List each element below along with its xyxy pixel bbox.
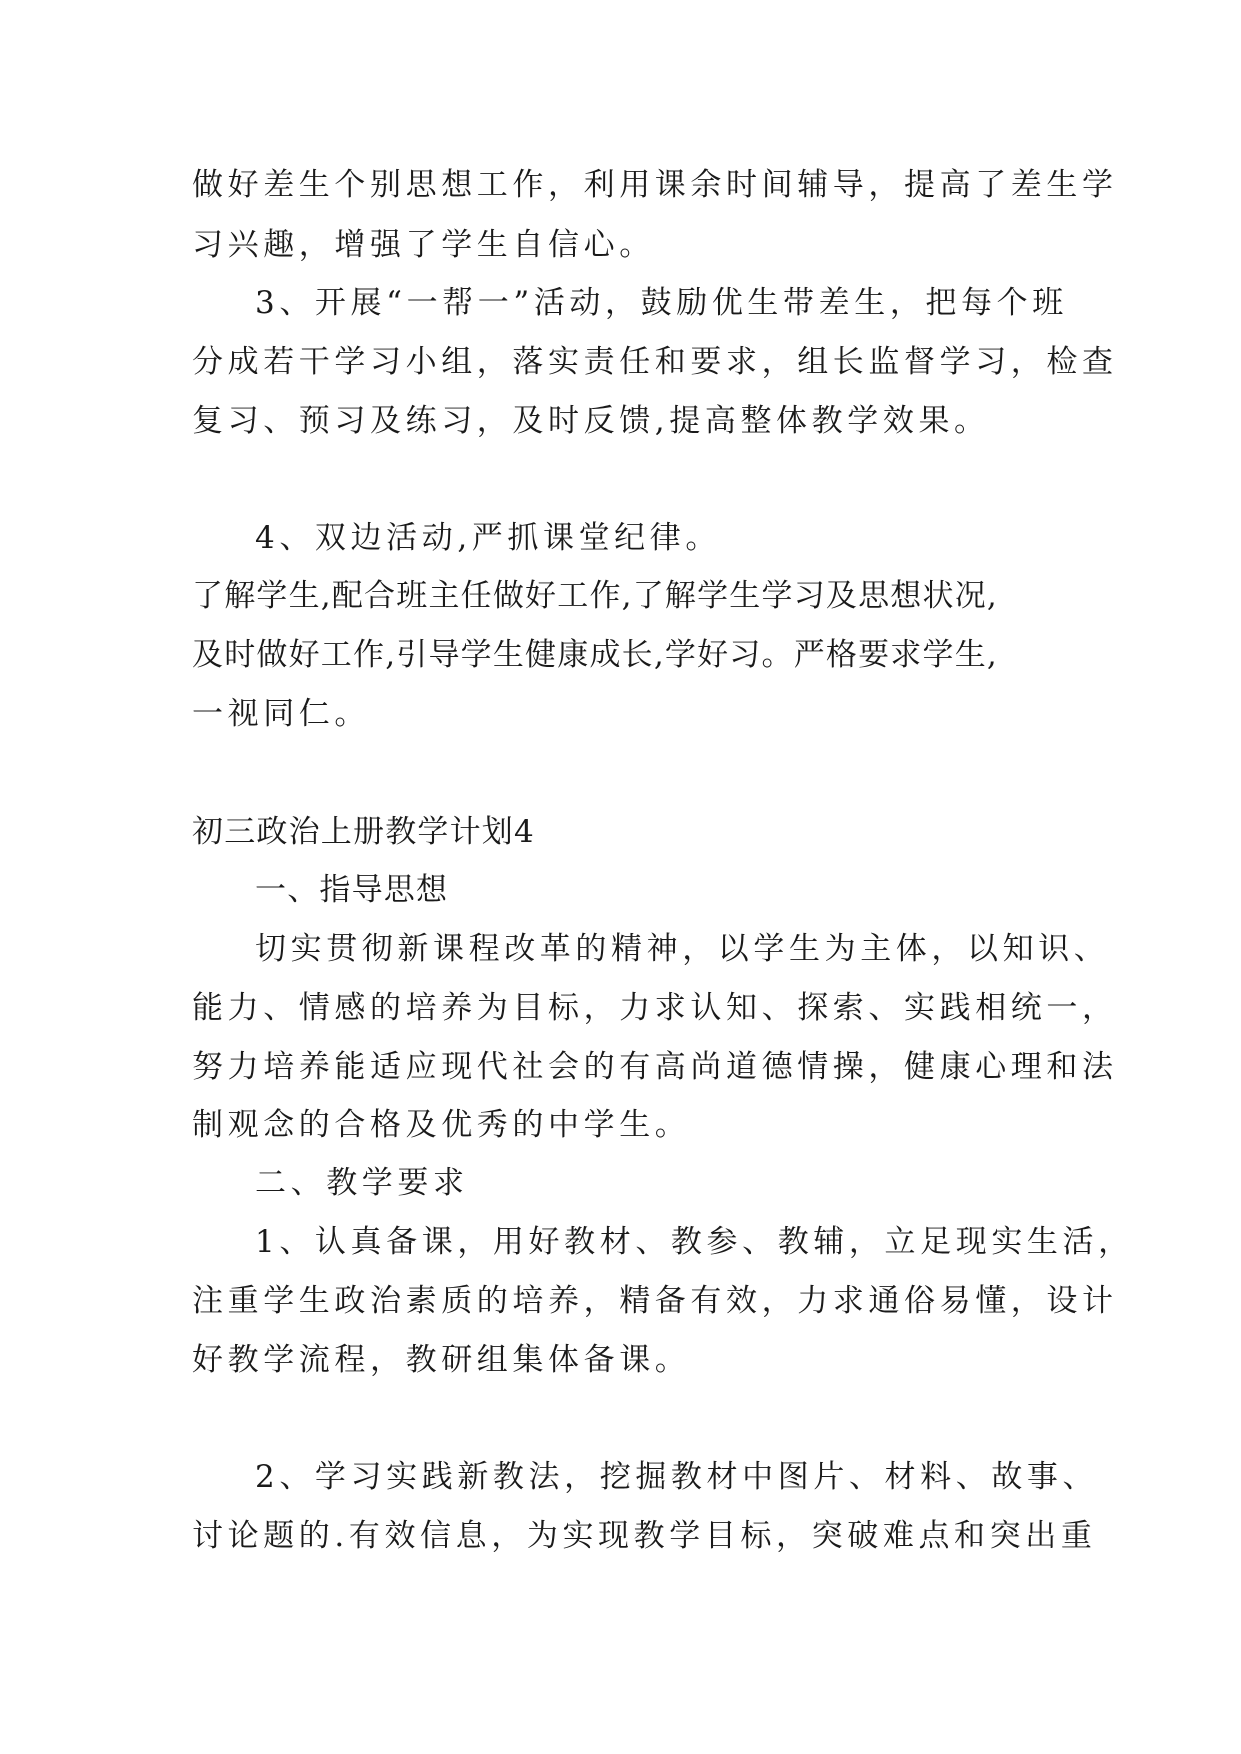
- paragraph-line: 复习、预习及练习，及时反馈,提高整体教学效果。: [192, 403, 990, 439]
- paragraph-line: 注重学生政治素质的培养，精备有效，力求通俗易懂，设计: [192, 1283, 1118, 1319]
- paragraph-line: 一视同仁。: [192, 696, 370, 732]
- paragraph-line: 4、双边活动,严抓课堂纪律。: [255, 520, 721, 556]
- section-heading: 二、教学要求: [255, 1165, 469, 1201]
- paragraph-line: 能力、情感的培养为目标，力求认知、探索、实践相统一，: [192, 990, 1118, 1026]
- paragraph-line: 好教学流程，教研组集体备课。: [192, 1342, 691, 1378]
- paragraph-line: 习兴趣，增强了学生自信心。: [192, 227, 655, 263]
- paragraph-line: 及时做好工作,引导学生健康成长,学好习。严格要求学生,: [192, 637, 998, 673]
- paragraph-line: 努力培养能适应现代社会的有高尚道德情操，健康心理和法: [192, 1049, 1118, 1085]
- paragraph-line: 制观念的合格及优秀的中学生。: [192, 1107, 691, 1143]
- paragraph-line: 2、学习实践新教法，挖掘教材中图片、材料、故事、: [255, 1459, 1099, 1495]
- paragraph-line: 分成若干学习小组，落实责任和要求，组长监督学习，检查: [192, 344, 1118, 380]
- paragraph-line: 切实贯彻新课程改革的精神，以学生为主体，以知识、: [255, 931, 1110, 967]
- paragraph-line: 1、认真备课，用好教材、教参、教辅，立足现实生活，: [255, 1224, 1134, 1260]
- section-title: 初三政治上册教学计划4: [192, 814, 535, 850]
- paragraph-line: 讨论题的.有效信息，为实现教学目标，突破难点和突出重: [192, 1518, 1097, 1554]
- paragraph-line: 做好差生个别思想工作，利用课余时间辅导，提高了差生学: [192, 167, 1118, 203]
- paragraph-line: 了解学生,配合班主任做好工作,了解学生学习及思想状况,: [192, 578, 998, 614]
- paragraph-line: 3、开展“一帮一”活动，鼓励优生带差生，把每个班: [255, 285, 1068, 321]
- section-heading: 一、指导思想: [255, 872, 449, 908]
